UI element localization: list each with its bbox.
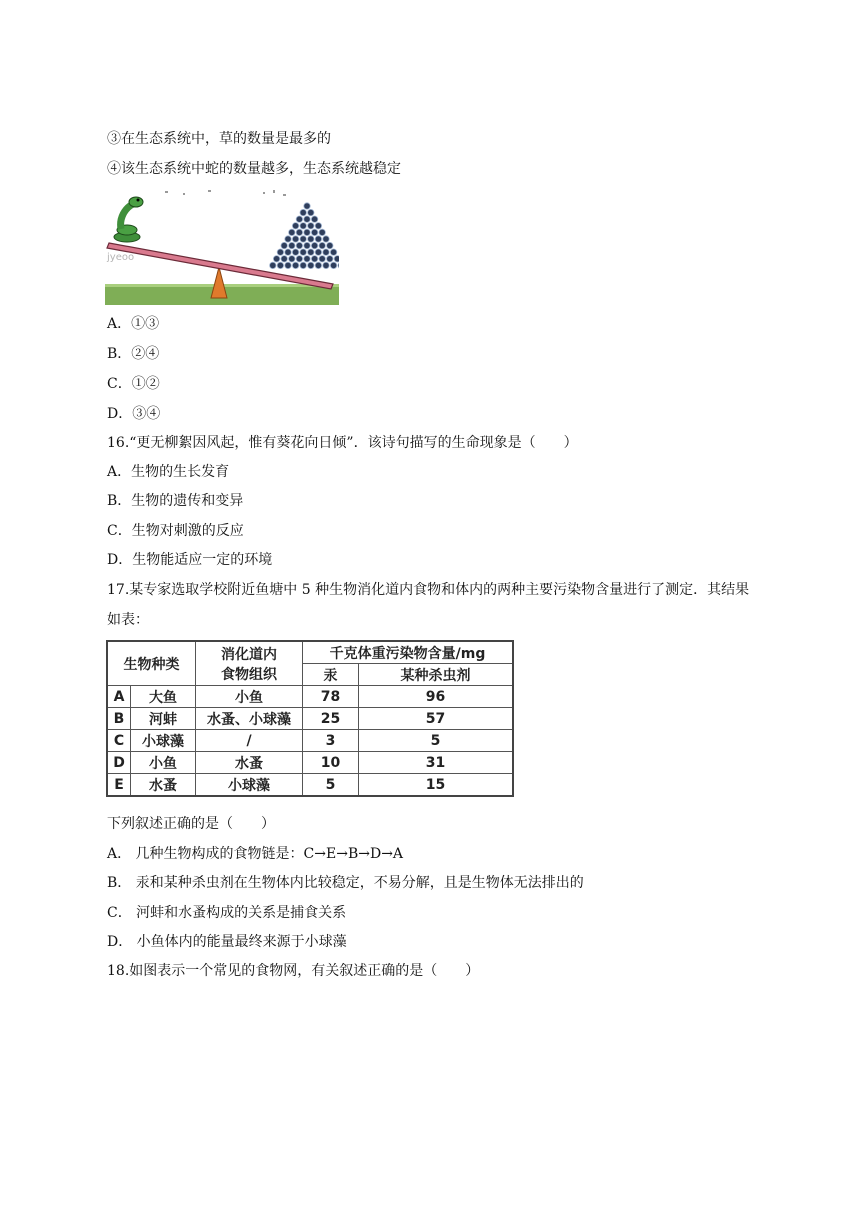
pyramid-dot [327,242,333,248]
pyramid-dot [300,223,306,229]
pyramid-dot [308,209,314,215]
pyramid-dot [327,256,333,262]
pyramid-dot [296,229,302,235]
q15-option-c[interactable]: C．①② [107,376,160,392]
statement-3: ③在生态系统中，草的数量是最多的 [107,131,331,147]
pyramid-dot [323,262,329,268]
pyramid-dot [292,223,298,229]
table-row [107,752,513,774]
pyramid-dot [289,229,295,235]
pyramid-dot [311,242,317,248]
statement-4: ④该生态系统中蛇的数量越多，生态系统越稳定 [107,161,401,177]
pyramid-dot [281,256,287,262]
pollutant-table [106,640,514,797]
q15-option-b[interactable]: B．②④ [107,346,160,362]
pyramid-dot [315,249,321,255]
row-id: B [107,708,131,730]
q16-option-b[interactable]: B．生物的遗传和变异 [107,493,244,509]
pyramid-dot [285,262,291,268]
row-id: C [107,730,131,752]
table-row [107,686,513,708]
pyramid-dot [296,256,302,262]
pyramid-dot [285,236,291,242]
row-pesticide: 31 [359,752,514,774]
header-mercury: 汞 [303,664,359,686]
q17-option-b[interactable]: B． 汞和某种杀虫剂在生物体内比较稳定，不易分解，且是生物体无法排出的 [107,875,584,891]
q16-option-a[interactable]: A．生物的生长发育 [107,464,230,480]
q16-stem: 16.“更无柳絮因风起，惟有葵花向日倾”．该诗句描写的生命现象是（ ） [107,435,578,451]
row-species: 河蚌 [131,708,196,730]
pyramid-dot [304,242,310,248]
q16-option-d[interactable]: D．生物能适应一定的环境 [107,552,273,568]
pyramid-dot [304,256,310,262]
row-food: 小球藻 [196,774,303,797]
q17-stem: 17.某专家选取学校附近鱼塘中 5 种生物消化道内食物和体内的两种主要污染物含量进行了测定．其结果如表： [107,582,750,628]
row-species: 大鱼 [131,686,196,708]
q17-prompt: 下列叙述正确的是（ ） [107,816,275,832]
table-row [107,774,513,797]
pyramid-dot [323,249,329,255]
row-id: E [107,774,131,797]
row-species: 水蚤 [131,774,196,797]
pyramid-dot [277,262,283,268]
row-id: D [107,752,131,774]
row-pesticide: 96 [359,686,514,708]
header-pollutant-content: 千克体重污染物含量/mg [303,641,514,664]
pyramid-dot [296,242,302,248]
pyramid-dot [285,249,291,255]
watermark: jyeoo [107,252,135,263]
pyramid-dot [311,229,317,235]
q15-option-a[interactable]: A．①③ [107,316,160,332]
pyramid-dot [304,203,310,209]
pyramid-dot [315,236,321,242]
pyramid-dot [281,242,287,248]
q15-option-d[interactable]: D．③④ [107,406,161,422]
row-pesticide: 57 [359,708,514,730]
pyramid-dot [270,262,276,268]
pyramid-dot [289,256,295,262]
q18-stem: 18.如图表示一个常见的食物网，有关叙述正确的是（ ） [107,963,480,979]
row-pesticide: 5 [359,730,514,752]
pyramid-dot [319,242,325,248]
q16-option-c[interactable]: C．生物对刺激的反应 [107,523,244,539]
pyramid-dot [300,236,306,242]
pyramid-dot [300,262,306,268]
pyramid-dot [300,209,306,215]
pyramid-dot [289,242,295,248]
pyramid-dot [323,236,329,242]
pyramid-dot [311,256,317,262]
row-food: 小鱼 [196,686,303,708]
pyramid-dot [334,256,339,262]
header-food: 消化道内 食物组织 [196,641,303,686]
row-food: 水蚤 [196,752,303,774]
seesaw-figure [105,188,339,305]
pyramid-dot [315,223,321,229]
row-pesticide: 15 [359,774,514,797]
q17-option-c[interactable]: C． 河蚌和水蚤构成的关系是捕食关系 [107,905,347,921]
pyramid-dot [330,262,336,268]
pyramid-dot [273,256,279,262]
row-food: 水蚤、小球藻 [196,708,303,730]
table-row [107,730,513,752]
pyramid-dot [308,249,314,255]
pyramid-dot [308,223,314,229]
row-species: 小球藻 [131,730,196,752]
row-mercury: 5 [303,774,359,797]
pyramid-dot [308,236,314,242]
row-food: / [196,730,303,752]
pyramid-dot [292,249,298,255]
table-row [107,708,513,730]
pyramid-dot [315,262,321,268]
pyramid-dot [304,216,310,222]
pyramid-dot [277,249,283,255]
row-id: A [107,686,131,708]
pyramid-dot [319,256,325,262]
row-mercury: 78 [303,686,359,708]
row-mercury: 10 [303,752,359,774]
pyramid-dot [300,249,306,255]
row-mercury: 3 [303,730,359,752]
pyramid-dot [292,262,298,268]
pyramid-dot [311,216,317,222]
row-mercury: 25 [303,708,359,730]
pyramid-dot [308,262,314,268]
header-species: 生物种类 [107,641,196,686]
pyramid-dot [330,249,336,255]
pyramid-dot [292,236,298,242]
row-species: 小鱼 [131,752,196,774]
pyramid-dot [319,229,325,235]
q17-option-d[interactable]: D． 小鱼体内的能量最终来源于小球藻 [107,934,347,950]
header-pesticide: 某种杀虫剂 [359,664,514,686]
pyramid-dot [296,216,302,222]
pyramid-dot [304,229,310,235]
q17-option-a[interactable]: A． 几种生物构成的食物链是：C→E→B→D→A [107,846,404,862]
